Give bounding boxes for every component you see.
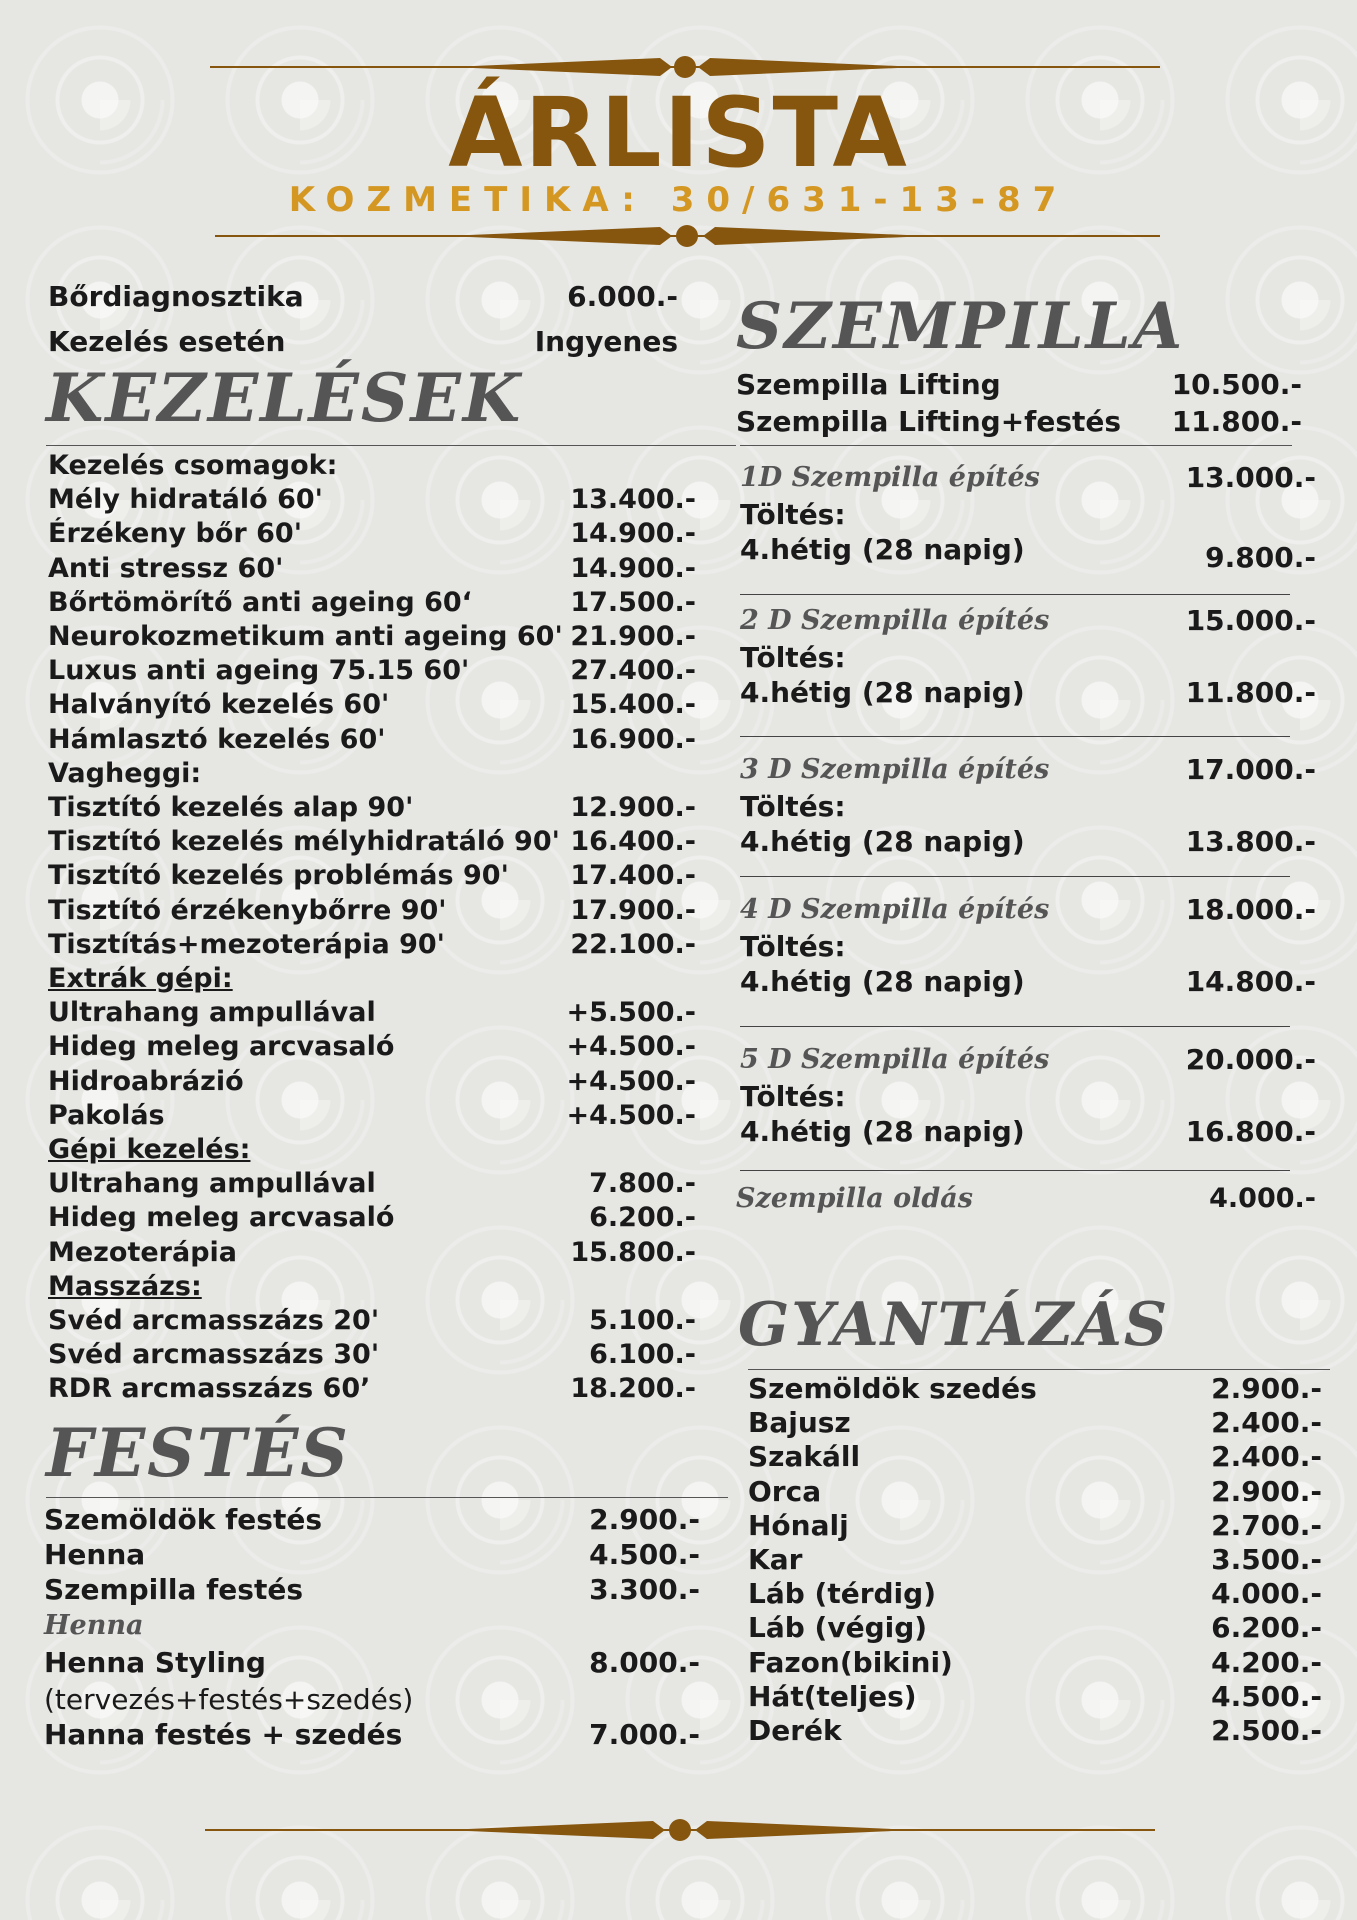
item-price: 7.800.-: [589, 1168, 696, 1200]
item-price: 2.500.-: [1211, 1714, 1322, 1747]
item-label: Tisztító kezelés problémás 90': [48, 860, 509, 892]
item-label: Töltés:: [740, 930, 846, 963]
item-label: Halványító kezelés 60': [48, 689, 390, 721]
item-label: Mély hidratáló 60': [48, 484, 323, 516]
section-title-gyantazas: GYANTÁZÁS: [738, 1290, 1170, 1360]
item-price: 2.700.-: [1211, 1508, 1322, 1542]
item-price: 14.800.-: [1185, 965, 1316, 998]
item-price: 6.200.-: [1211, 1611, 1322, 1645]
item-price: 2.400.-: [1211, 1406, 1322, 1440]
item-label: Orca: [748, 1474, 822, 1508]
lash-build-price: 18.000.-: [1185, 893, 1316, 926]
item-price: 10.500.-: [1171, 368, 1302, 401]
item-label: Szempilla Lifting: [736, 368, 1001, 401]
item-label: Láb (végig): [748, 1611, 928, 1645]
item-price: 16.400.-: [570, 826, 696, 858]
item-label: Fazon(bikini): [748, 1645, 953, 1679]
item-label: Hát(teljes): [748, 1679, 917, 1713]
divider: [46, 445, 736, 446]
item-price: 6.000.-: [567, 280, 678, 313]
item-label: Kezelés esetén: [48, 325, 286, 358]
item-price: 13.800.-: [1185, 825, 1316, 858]
item-label: Svéd arcmasszázs 30': [48, 1339, 380, 1371]
item-price: 13.400.-: [570, 484, 696, 516]
lash-build-price: 20.000.-: [1185, 1043, 1316, 1076]
item-label: Svéd arcmasszázs 20': [48, 1305, 380, 1336]
item-label: Anti stressz 60': [48, 552, 284, 584]
henna-styling-note: (tervezés+festés+szedés): [44, 1683, 414, 1716]
item-label: Láb (térdig): [748, 1577, 936, 1611]
item-price: +5.500.-: [566, 997, 696, 1029]
item-label: Szemöldök festés: [44, 1503, 322, 1536]
item-label: 4.hétig (28 napig): [740, 676, 1025, 709]
item-price: 2.900.-: [1211, 1372, 1322, 1405]
header-bottom-ornament: [215, 221, 1160, 251]
item-label: Bajusz: [748, 1406, 851, 1440]
item-label: Szemöldök szedés: [748, 1372, 1037, 1405]
divider: [740, 736, 1290, 737]
item-price: +4.500.-: [566, 1065, 696, 1097]
lash-build-name: 3 D Szempilla építés: [740, 754, 1050, 785]
item-label: Bőrdiagnosztika: [48, 280, 304, 313]
item-price: 2.400.-: [1211, 1440, 1322, 1474]
item-price: 15.800.-: [570, 1236, 696, 1268]
henna-heading: Henna: [44, 1610, 144, 1641]
item-label: Masszázs:: [48, 1270, 202, 1302]
item-label: Töltés:: [740, 641, 846, 674]
item-label: Szempilla Lifting+festés: [736, 405, 1122, 438]
item-label: Ultrahang ampullával: [48, 997, 376, 1029]
divider: [740, 1026, 1290, 1027]
item-price: 4.500.-: [1211, 1679, 1322, 1713]
item-price: Ingyenes: [534, 325, 678, 358]
divider: [748, 1369, 1330, 1370]
item-price: 17.500.-: [570, 586, 696, 618]
lash-build-price: 13.000.-: [1185, 461, 1316, 494]
item-label: Pakolás: [48, 1099, 165, 1131]
item-price: 2.900.-: [589, 1503, 700, 1536]
item-price: 11.800.-: [1171, 405, 1302, 438]
item-label: Hideg meleg arcvasaló: [48, 1031, 395, 1063]
item-price: 11.800.-: [1185, 676, 1316, 709]
item-price: 5.100.-: [589, 1305, 696, 1336]
section-title-kezelesek: KEZELÉSEK: [46, 359, 523, 437]
divider: [740, 876, 1290, 877]
item-label: Vagheggi:: [48, 757, 202, 789]
item-label: Töltés:: [740, 790, 846, 823]
item-label: 4.hétig (28 napig): [740, 965, 1025, 998]
item-price: 2.900.-: [1211, 1474, 1322, 1508]
footer-ornament: [205, 1815, 1155, 1845]
item-label: 4.hétig (28 napig): [740, 825, 1025, 858]
item-price: 6.100.-: [589, 1339, 696, 1371]
item-label: Henna: [44, 1538, 146, 1571]
item-price: 16.900.-: [570, 723, 696, 755]
item-price: 6.200.-: [589, 1202, 696, 1234]
item-price: +4.500.-: [566, 1031, 696, 1063]
item-label: Hónalj: [748, 1508, 849, 1542]
item-label: Töltés:: [740, 498, 846, 531]
lash-build-price: 15.000.-: [1185, 604, 1316, 637]
item-label: Extrák gépi:: [48, 963, 233, 994]
item-label: Kezelés csomagok:: [48, 450, 338, 481]
item-label: Szakáll: [748, 1440, 861, 1474]
item-price: 17.900.-: [570, 894, 696, 926]
page-title: ÁRLISTA: [448, 77, 909, 189]
page-subtitle-phone: KOZMETIKA: 30/631-13-87: [288, 180, 1069, 220]
item-price: 17.400.-: [570, 860, 696, 892]
item-price: 16.800.-: [1185, 1115, 1316, 1148]
item-price: 12.900.-: [570, 792, 696, 823]
item-price: 3.500.-: [1211, 1543, 1322, 1576]
divider: [740, 1170, 1290, 1171]
item-label: Szempilla festés: [44, 1573, 303, 1606]
lash-build-name: 2 D Szempilla építés: [740, 605, 1050, 636]
divider: [740, 445, 1292, 446]
lash-build-name: 1D Szempilla építés: [740, 462, 1040, 493]
section-title-szempilla: SZEMPILLA: [736, 289, 1185, 364]
item-label: Töltés:: [740, 1080, 846, 1113]
item-price: 18.200.-: [570, 1373, 696, 1405]
item-price: 21.900.-: [570, 621, 696, 652]
item-price: 15.400.-: [570, 689, 696, 721]
item-price: 4.000.-: [1211, 1577, 1322, 1611]
item-label: Mezoterápia: [48, 1236, 237, 1268]
item-label: Ultrahang ampullával: [48, 1168, 376, 1200]
item-price: 22.100.-: [570, 928, 696, 960]
item-price: 4.200.-: [1211, 1645, 1322, 1679]
lash-build-price: 17.000.-: [1185, 753, 1316, 786]
lash-build-name: 5 D Szempilla építés: [740, 1044, 1050, 1075]
item-price: 4.500.-: [589, 1538, 700, 1571]
item-label: Luxus anti ageing 75.15 60': [48, 655, 470, 687]
item-label: Neurokozmetikum anti ageing 60': [48, 621, 563, 652]
item-label: Bőrtömörítő anti ageing 60‘: [48, 586, 472, 618]
item-label: 4.hétig (28 napig): [740, 1115, 1025, 1148]
item-label: Derék: [748, 1714, 842, 1747]
item-label: Tisztító kezelés mélyhidratáló 90': [48, 826, 560, 858]
item-price: 14.900.-: [570, 552, 696, 584]
item-label: Hámlasztó kezelés 60': [48, 723, 386, 755]
item-label: RDR arcmasszázs 60’: [48, 1373, 371, 1405]
item-label: 4.hétig (28 napig): [740, 533, 1025, 566]
item-price: 9.800.-: [1205, 541, 1316, 574]
item-label: Tisztítás+mezoterápia 90': [48, 928, 445, 960]
item-label: Hidroabrázió: [48, 1065, 244, 1097]
item-price: 14.900.-: [570, 518, 696, 550]
item-price: 3.300.-: [589, 1573, 700, 1606]
item-price: +4.500.-: [566, 1099, 696, 1131]
item-price: 27.400.-: [570, 655, 696, 687]
item-label: Hideg meleg arcvasaló: [48, 1202, 395, 1234]
item-label: Tisztító kezelés alap 90': [48, 792, 414, 823]
item-label: Érzékeny bőr 60': [48, 518, 302, 550]
section-title-festes: FESTÉS: [46, 1414, 350, 1492]
divider: [740, 594, 1290, 595]
lash-build-name: 4 D Szempilla építés: [740, 894, 1050, 925]
item-label: Gépi kezelés:: [48, 1134, 251, 1165]
item-label: Tisztító érzékenybőrre 90': [48, 894, 447, 926]
item-label: Kar: [748, 1543, 803, 1576]
divider: [46, 1497, 728, 1498]
